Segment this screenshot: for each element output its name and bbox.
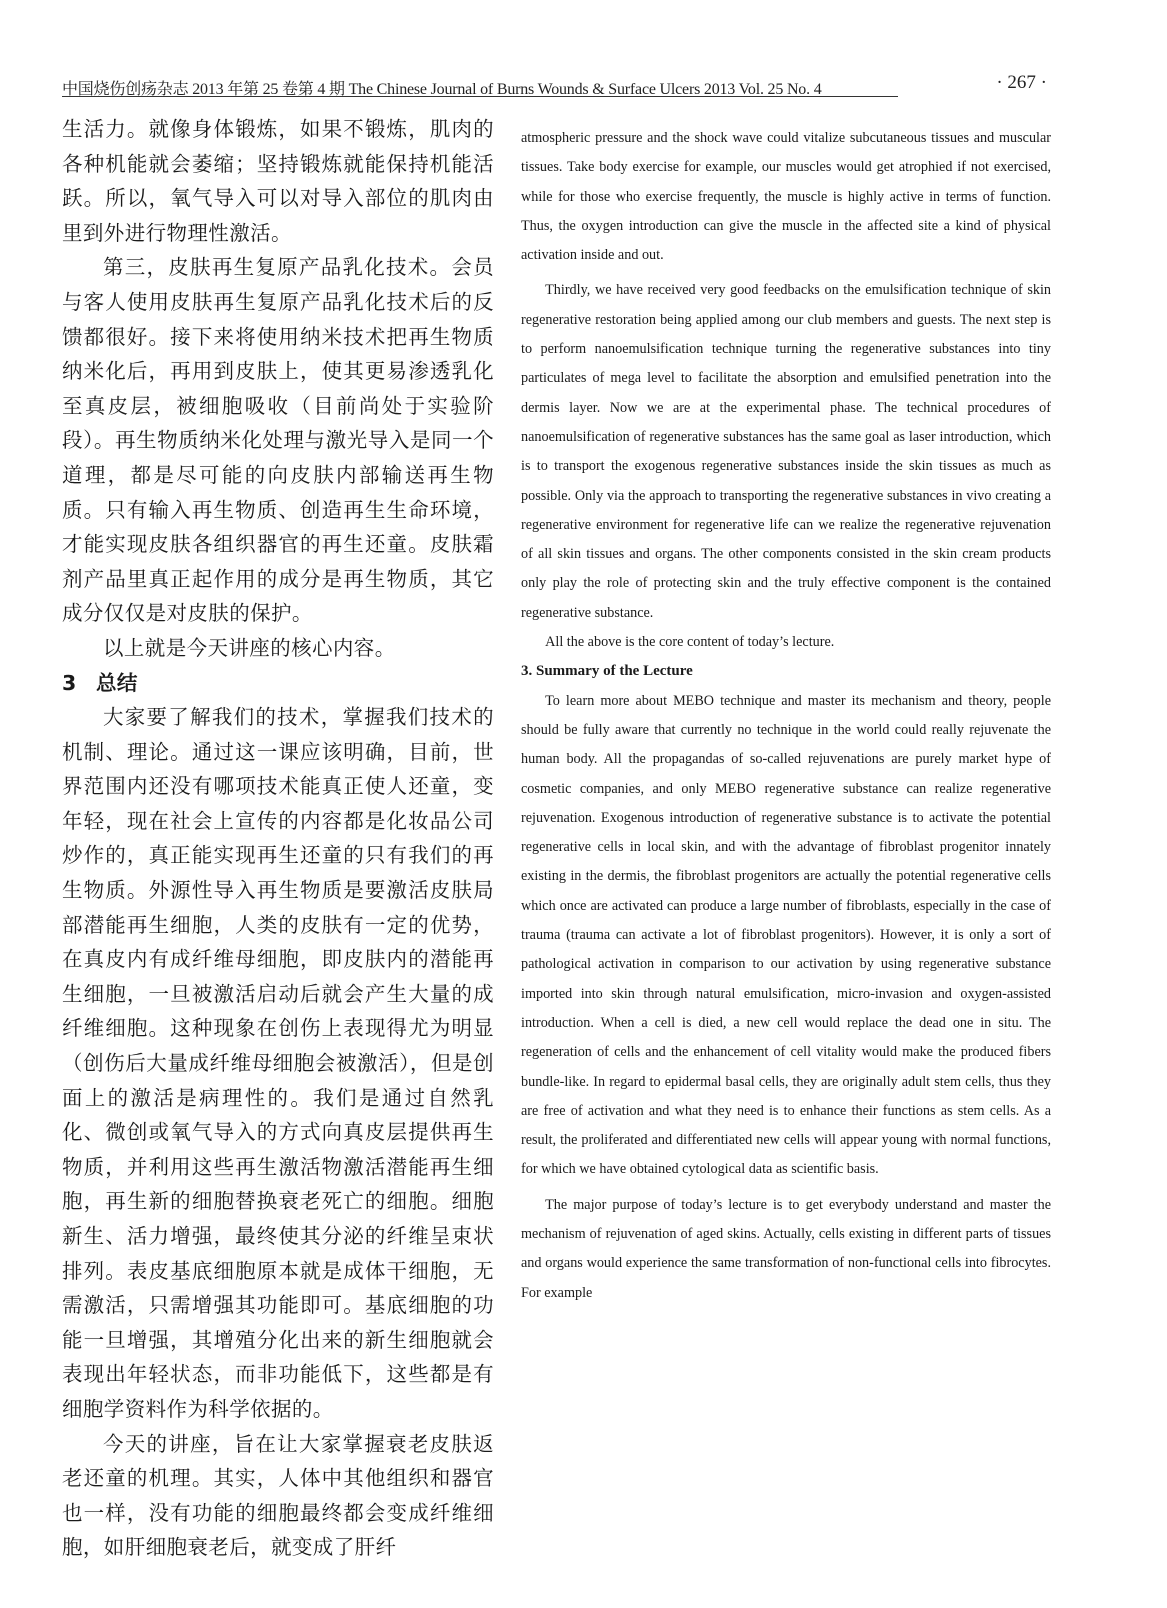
english-column	[521, 124, 1051, 1308]
running-header	[62, 72, 1047, 100]
chinese-column	[62, 112, 494, 1565]
cn-section-title: 总结	[96, 670, 138, 695]
en-section-heading: 3. Summary of the Lecture	[521, 663, 693, 680]
en-paragraph-5: The major purpose of today’s lecture is to get everybody understand and master the mechanism of rejuvenation of aged skins. Actually, cells existing in different parts of tissues and organs would experience the same transformation of non-functional cells into fibrocytes. For example	[521, 1196, 1051, 1301]
en-paragraph-1: atmospheric pressure and the shock wave could vitalize subcutaneous tissues and muscular tissues. Take body exercise for example, our muscles would get atrophied if not exercised, while for those who exercise frequently, the muscle is highly active in terms of function. Thus, the oxygen introduction can give the muscle in the affected site a kind of physical activation inside and out.	[521, 130, 1051, 264]
cn-paragraph-5: 今天的讲座，旨在让大家掌握衰老皮肤返老还童的机理。其实，人体中其他组织和器官也一样，没有功能的细胞最终都会变成纤维细胞，如肝细胞衰老后，就变成了肝纤	[62, 1431, 494, 1560]
page-number: · 267 ·	[996, 72, 1047, 93]
en-paragraph-2: Thirdly, we have received very good feedbacks on the emulsification technique of skin regenerative restoration being applied among our club members and guests. The next step is to perform nanoemulsification technique turning the regenerative substances into tiny particulates of mega level to facilitate the absorption and emulsified penetration into the dermis layer. Now we are at the experimental phase. The technical procedures of nanoemulsification of regenerative substances has the same goal as laser introduction, which is to transport the exogenous regenerative substances inside the skin tissues as much as possible. Only via the approach to transporting the regenerative substances in vivo creating a regenerative environment for regenerative life can we realize the regenerative rejuvenation of all skin tissues and organs. The other components consisted in the skin cream products only play the role of protecting skin and the truly effective component is the contained regenerative substance.	[521, 282, 1051, 621]
journal-running-title: 中国烧伤创疡杂志 2013 年第 25 卷第 4 期 The Chinese Journal of Burns Wounds & Surface Ulcers 2013 Vol. 25 No. 4	[62, 81, 822, 98]
en-paragraph-3: All the above is the core content of today’s lecture.	[545, 634, 835, 651]
header-rule	[62, 96, 898, 97]
cn-section-number: 3	[62, 670, 77, 695]
cn-paragraph-3: 以上就是今天讲座的核心内容。	[103, 635, 396, 660]
cn-paragraph-2: 第三，皮肤再生复原产品乳化技术。会员与客人使用皮肤再生复原产品乳化技术后的反馈都很好。接下来将使用纳米技术把再生物质纳米化后，再用到皮肤上，使其更易渗透乳化至真皮层，被细胞吸收（目前尚处于实验阶段）。再生物质纳米化处理与激光导入是同一个道理，都是尽可能的向皮肤内部输送再生物质。只有输入再生物质、创造再生生命环境，才能实现皮肤各组织器官的再生还童。皮肤霜剂产品里真正起作用的成分是再生物质，其它成分仅仅是对皮肤的保护。	[62, 255, 494, 626]
cn-section-heading	[62, 666, 494, 701]
cn-paragraph-4: 大家要了解我们的技术，掌握我们技术的机制、理论。通过这一课应该明确，目前，世界范围内还没有哪项技术能真正使人还童，变年轻，现在社会上宣传的内容都是化妆品公司炒作的，真正能实现再生还童的只有我们的再生物质。外源性导入再生物质是要激活皮肤局部潜能再生细胞，人类的皮肤有一定的优势，在真皮内有成纤维母细胞，即皮肤内的潜能再生细胞，一旦被激活启动后就会产生大量的成纤维细胞。这种现象在创伤上表现得尤为明显（创伤后大量成纤维母细胞会被激活），但是创面上的激活是病理性的。我们是通过自然乳化、微创或氧气导入的方式向真皮层提供再生物质，并利用这些再生激活物激活潜能再生细胞，再生新的细胞替换衰老死亡的细胞。细胞新生、活力增强，最终使其分泌的纤维呈束状排列。表皮基底细胞原本就是成体干细胞，无需激活，只需增强其功能即可。基底细胞的功能一旦增强，其增殖分化出来的新生细胞就会表现出年轻状态，而非功能低下，这些都是有细胞学资料作为科学依据的。	[62, 705, 494, 1421]
en-paragraph-4: To learn more about MEBO technique and master its mechanism and theory, people should be fully aware that currently no technique in the world could really rejuvenate the human body. All the propagandas of so-called rejuvenations are purely market hype of cosmetic companies, and only MEBO regenerative substance can realize regenerative rejuvenation. Exogenous introduction of regenerative substance is to activate the potential regenerative cells in local skin, and with the advantage of fibroblast progenitor innately existing in the dermis, the fibroblast progenitors are actually the potential regenerative cells which once are activated can produce a large number of fibroblasts, especially in the case of trauma (trauma can activate a lot of fibroblast progenitors). However, it is only a sort of pathological activation in comparison to our activation by using regenerative substance imported into skin through natural emulsification, micro-invasion and oxygen-assisted introduction. When a cell is died, a new cell would replace the dead one in situ. The regeneration of cells and the enhancement of cell vitality would make the produced fibers bundle-like. In regard to epidermal basal cells, they are originally adult stem cells, thus they are free of activation and what they need is to enhance their functions as stem cells. As a result, the proliferated and differentiated new cells will appear young with normal functions, for which we have obtained cytological data as scientific basis.	[521, 692, 1051, 1178]
cn-paragraph-1: 生活力。就像身体锻炼，如果不锻炼，肌肉的各种机能就会萎缩；坚持锻炼就能保持机能活跃。所以，氧气导入可以对导入部位的肌肉由里到外进行物理性激活。	[62, 117, 494, 245]
